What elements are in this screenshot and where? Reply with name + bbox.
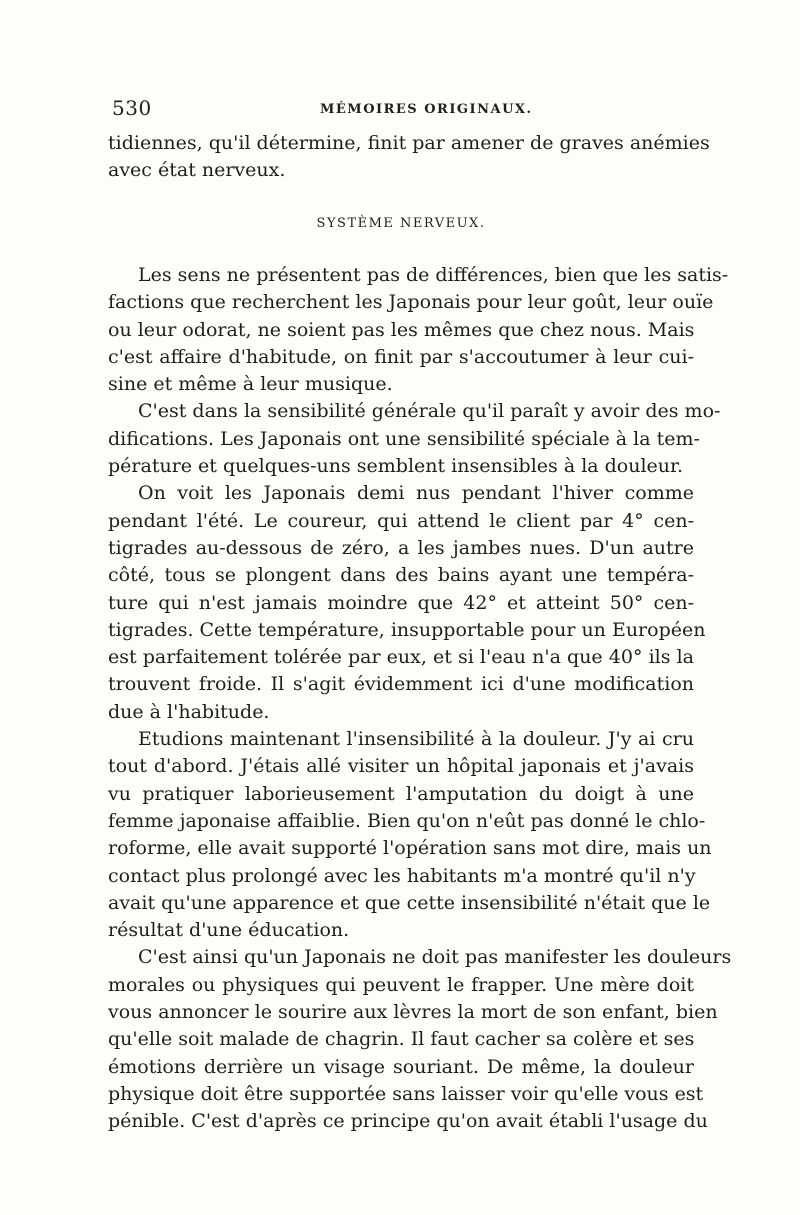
text-line: factions que recherchent les Japonais pour leur goût, leur ouïe [108,291,714,314]
text-line: ture qui n'est jamais moindre que 42° et atteint 50° cen- [108,591,694,614]
text-line: contact plus prolongé avec les habitants m'a montré qu'il n'y [108,864,696,887]
page-header [112,96,700,126]
text-line: difications. Les Japonais ont une sensibilité spéciale à la tem- [108,427,700,450]
text-line: physique doit être supportée sans laisser voir qu'elle vous est [108,1082,704,1105]
text-line: trouvent froide. Il s'agit évidemment ici d'une modification [108,673,694,696]
intro-paragraph [108,130,710,185]
text-line: On voit les Japonais demi nus pendant l'hiver comme [138,482,694,505]
text-line: vu pratiquer laborieusement l'amputation du doigt à une [108,782,694,805]
text-line: pénible. C'est d'après ce principe qu'on avait établi l'usage du [108,1110,708,1133]
section-heading: SYSTÈME NERVEUX. [316,216,486,231]
text-line: C'est ainsi qu'un Japonais ne doit pas manifester les douleurs [138,946,732,969]
text-line: tout d'abord. J'étais allé visiter un hôpital japonais et j'avais [108,755,694,778]
text-line: sine et même à leur musique. [108,373,393,396]
text-line: due à l'habitude. [108,700,270,723]
page-number: 530 [112,96,152,120]
text-line: tigrades. Cette température, insupportable pour un Européen [108,618,706,641]
text-line: vous annoncer le sourire aux lèvres la mort de son enfant, bien [108,1001,718,1024]
running-title: MÉMOIRES ORIGINAUX. [320,102,533,117]
body-text [108,262,732,1136]
text-line: avec état nerveux. [108,159,286,182]
text-line: femme japonaise affaiblie. Bien qu'on n'eût pas donné le chlo- [108,809,706,832]
text-line: est parfaitement tolérée par eux, et si l'eau n'a que 40° ils la [108,646,694,669]
text-line: ou leur odorat, ne soient pas les mêmes que chez nous. Mais [108,318,695,341]
text-line: roforme, elle avait supporté l'opération sans mot dire, mais un [108,837,712,860]
text-line: côté, tous se plongent dans des bains ayant une tempéra- [108,564,694,587]
text-line: qu'elle soit malade de chagrin. Il faut cacher sa colère et ses [108,1028,695,1051]
text-line: Les sens ne présentent pas de différences, bien que les satis- [138,264,729,286]
text-line: résultat d'une éducation. [108,919,350,942]
text-line: Etudions maintenant l'insensibilité à la douleur. J'y ai cru [138,728,694,751]
text-line: C'est dans la sensibilité générale qu'il paraît y avoir des mo- [138,400,721,423]
text-line: avait qu'une apparence et que cette insensibilité n'était que le [108,891,711,914]
text-line: pérature et quelques-uns semblent insensibles à la douleur. [108,455,684,478]
text-line: morales ou physiques qui peuvent le frapper. Une mère doit [108,973,694,996]
text-line: pendant l'été. Le coureur, qui attend le client par 4° cen- [108,509,694,532]
text-line: émotions derrière un visage souriant. De même, la douleur [108,1055,694,1078]
text-line: tigrades au-dessous de zéro, a les jambes nues. D'un autre [108,536,694,559]
text-line: tidiennes, qu'il détermine, finit par amener de graves anémies [108,132,710,154]
text-line: c'est affaire d'habitude, on finit par s'accoutumer à leur cui- [108,345,694,368]
